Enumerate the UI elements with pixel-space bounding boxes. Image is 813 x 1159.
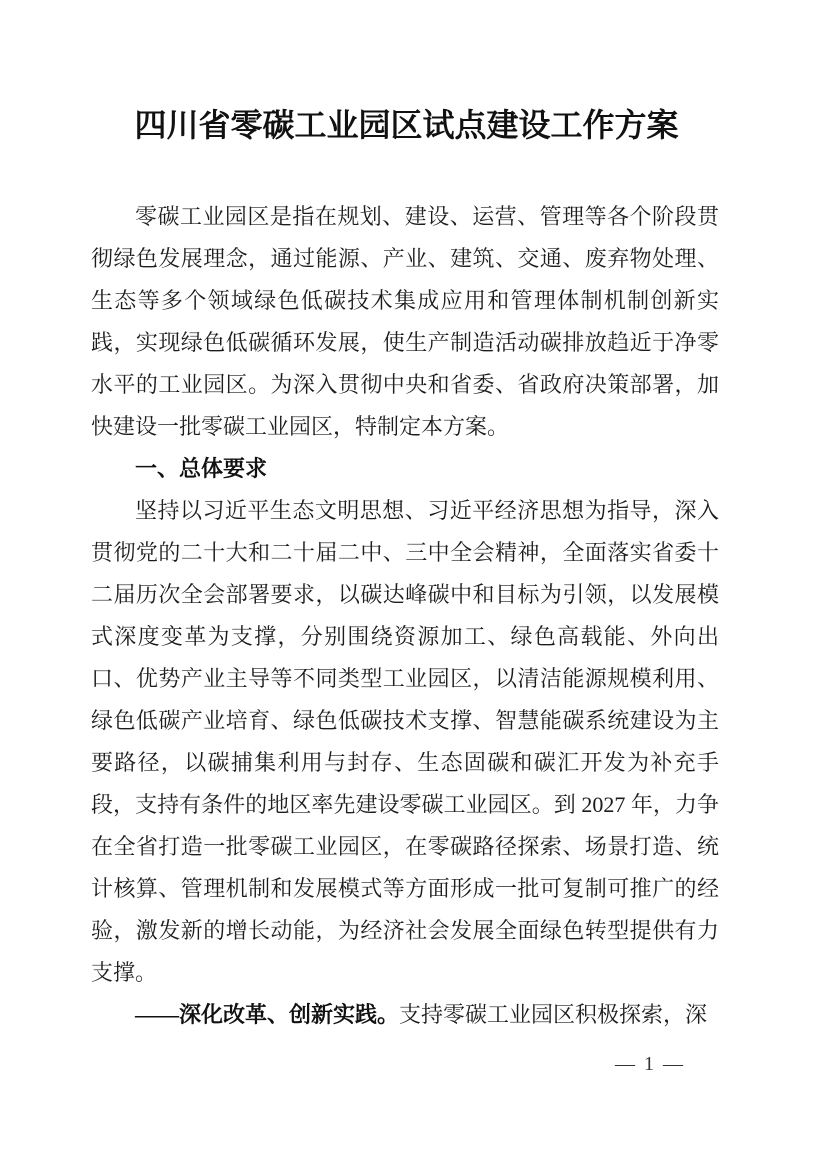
paragraph-deepen-reform-lead: ——深化改革、创新实践。 [135,1002,400,1027]
section-heading-overall-requirements: 一、总体要求 [135,456,268,481]
page-number: — 1 — [615,1053,685,1075]
paragraph-deepen-reform [91,994,719,1036]
document-body [91,196,719,1036]
paragraph-guiding-principles: 坚持以习近平生态文明思想、习近平经济思想为指导，深入贯彻党的二十大和二十届二中、三中全会精神，全面落实省委十二届历次全会部署要求，以碳达峰碳中和目标为引领，以发展模式深度变革为支撑，分别围绕资源加工、绿色高载能、外向出口、优势产业主导等不同类型工业园区，以清洁能源规模利用、绿色低碳产业培育、绿色低碳技术支撑、智慧能碳系统建设为主要路径，以碳捕集利用与封存、生态固碳和碳汇开发为补充手段，支持有条件的地区率先建设零碳工业园区。到 2027 年，力争在全省打造一批零碳工业园区，在零碳路径探索、场景打造、统计核算、管理机制和发展模式等方面形成一批可复制可推广的经验，激发新的增长动能，为经济社会发展全面绿色转型提供有力支撑。 [91,498,719,985]
document-title: 四川省零碳工业园区试点建设工作方案 [134,107,679,143]
paragraph-intro: 零碳工业园区是指在规划、建设、运营、管理等各个阶段贯彻绿色发展理念，通过能源、产业、建筑、交通、废弃物处理、生态等多个领域绿色低碳技术集成应用和管理体制机制创新实践，实现绿色低碳循环发展，使生产制造活动碳排放趋近于净零水平的工业园区。为深入贯彻中央和省委、省政府决策部署，加快建设一批零碳工业园区，特制定本方案。 [91,204,719,439]
paragraph-deepen-reform-text: 支持零碳工业园区积极探索，深 [399,1002,708,1027]
